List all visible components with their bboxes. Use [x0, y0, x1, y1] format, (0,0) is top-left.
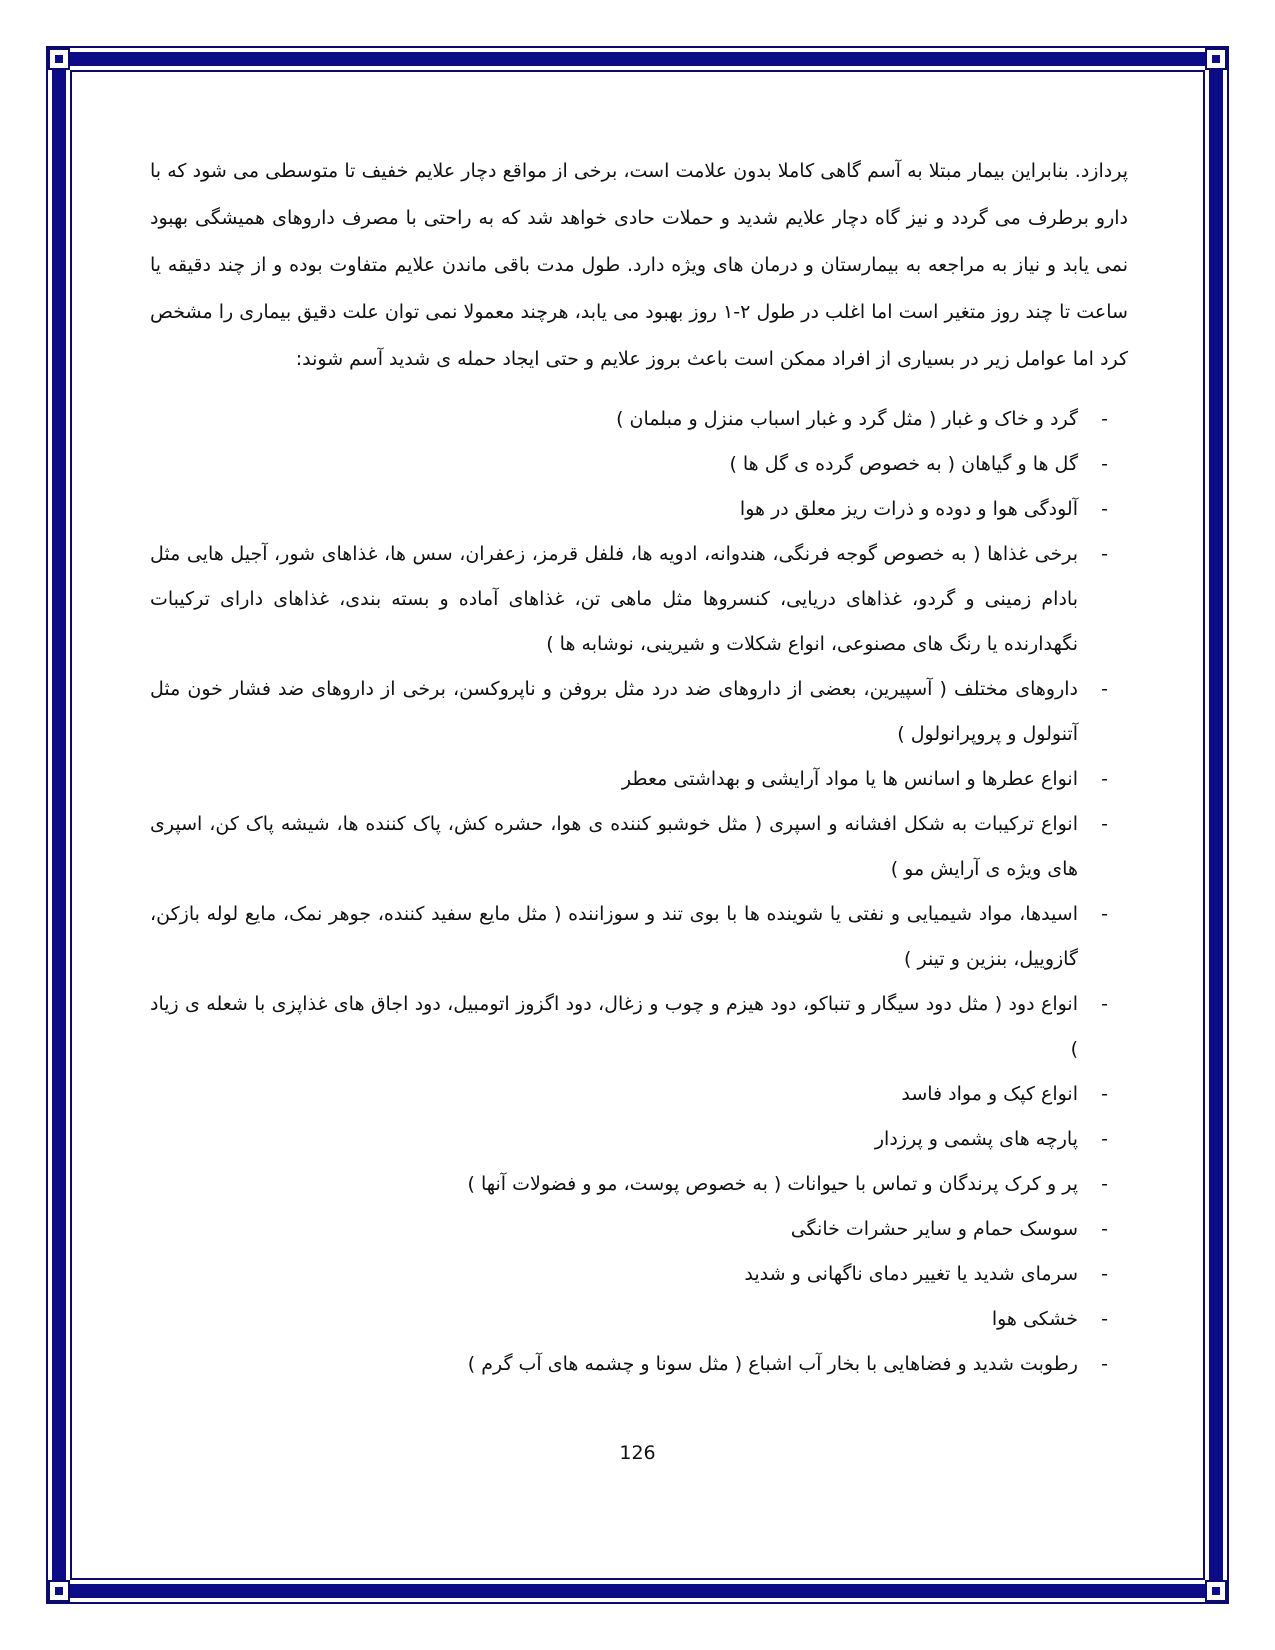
list-item-text: انواع کپک و مواد فاسد: [901, 1083, 1078, 1105]
bullet-dash: -: [1101, 498, 1108, 520]
list-item-text: سوسک حمام و سایر حشرات خانگی: [790, 1218, 1078, 1240]
list-item: [150, 892, 1108, 982]
border-corner-ornament: [48, 48, 70, 70]
list-item: [150, 1072, 1108, 1117]
bullet-dash: -: [1101, 768, 1108, 790]
bullet-dash: -: [1101, 1308, 1108, 1330]
list-item: [150, 1297, 1108, 1342]
list-item-text: رطوبت شدید و فضاهایی با بخار آب اشباع ( مثل سونا و چشمه های آب گرم ): [467, 1353, 1078, 1375]
list-item: [150, 667, 1108, 757]
trigger-list: [150, 397, 1128, 1387]
list-item: [150, 802, 1108, 892]
bullet-dash: -: [1101, 408, 1108, 430]
list-item: [150, 757, 1108, 802]
list-item-text: انواع عطرها و اسانس ها یا مواد آرایشی و بهداشتی معطر: [621, 768, 1078, 790]
bullet-dash: -: [1101, 1083, 1108, 1105]
list-item: [150, 1117, 1108, 1162]
list-item: [150, 1342, 1108, 1387]
bullet-dash: -: [1101, 993, 1108, 1015]
intro-paragraph: پردازد. بنابراین بیمار مبتلا به آسم گاهی کاملا بدون علامت است، برخی از مواقع دچار علایم خفیف تا متوسطی می شود که با دارو برطرف می گردد و نیز گاه دچار علایم شدید و حملات حادی خواهد شد که به راحتی با مصرف داروهای همیشگی بهبود نمی یابد و نیاز به مراجعه به بیمارستان و درمان های ویژه دارد. طول مدت باقی ماندن علایم متفاوت بوده و از چند دقیقه یا ساعت تا چند روز متغیر است اما اغلب در طول ۲-۱ روز بهبود می یابد، هرچند معمولا نمی توان علت دقیق بیماری را مشخص کرد اما عوامل زیر در بسیاری از افراد ممکن است باعث بروز علایم و حتی ایجاد حمله ی شدید آسم شوند:: [150, 160, 1128, 370]
list-item: [150, 442, 1108, 487]
border-corner-ornament: [1205, 1580, 1227, 1602]
list-item-text: پارچه های پشمی و پرزدار: [874, 1128, 1078, 1150]
bullet-dash: -: [1101, 453, 1108, 475]
list-item-text: برخی غذاها ( به خصوص گوجه فرنگی، هندوانه، ادویه ها، فلفل قرمز، زعفران، سس ها، غذاهای شور، آجیل هایی مثل بادام زمینی و گردو، غذاهای دریایی، کنسروها مثل ماهی تن، غذاهای آماده و بسته بندی، غذاهای دارای ترکیبات نگهدارنده یا رنگ های مصنوعی، انواع شکلات و شیرینی، نوشابه ها ): [150, 543, 1078, 655]
list-item: [150, 1252, 1108, 1297]
bullet-dash: -: [1101, 903, 1108, 925]
list-item-text: داروهای مختلف ( آسپیرین، بعضی از داروهای ضد درد مثل بروفن و ناپروکسن، برخی از داروهای ضد فشار خون مثل آتنولول و پروپرانولول ): [150, 678, 1078, 745]
bullet-dash: -: [1101, 1353, 1108, 1375]
bullet-dash: -: [1101, 1173, 1108, 1195]
list-item-text: گرد و خاک و غبار ( مثل گرد و غبار اسباب منزل و مبلمان ): [616, 408, 1078, 430]
list-item: [150, 487, 1108, 532]
list-item-text: سرمای شدید یا تغییر دمای ناگهانی و شدید: [744, 1263, 1078, 1285]
list-item: [150, 982, 1108, 1072]
list-item-text: اسیدها، مواد شیمیایی و نفتی یا شوینده ها با بوی تند و سوزاننده ( مثل مایع سفید کننده، جوهر نمک، مایع لوله بازکن، گازوییل، بنزین و تینر ): [150, 903, 1078, 970]
bullet-dash: -: [1101, 678, 1108, 700]
bullet-dash: -: [1101, 543, 1108, 565]
border-corner-ornament: [48, 1580, 70, 1602]
page-content: [150, 148, 1128, 1387]
bullet-dash: -: [1101, 1128, 1108, 1150]
bullet-dash: -: [1101, 1218, 1108, 1240]
list-item-text: آلودگی هوا و دوده و ذرات ریز معلق در هوا: [739, 498, 1078, 520]
list-item: [150, 1207, 1108, 1252]
list-item-text: انواع دود ( مثل دود سیگار و تنباکو، دود هیزم و چوب و زغال، دود اگزوز اتومبیل، دود اجاق های غذاپزی با شعله ی زیاد ): [150, 993, 1078, 1060]
bullet-dash: -: [1101, 1263, 1108, 1285]
list-item: [150, 397, 1108, 442]
page-number: 126: [619, 1442, 656, 1464]
list-item: [150, 532, 1108, 667]
list-item-text: انواع ترکیبات به شکل افشانه و اسپری ( مثل خوشبو کننده ی هوا، حشره کش، پاک کننده ها، شیشه پاک کن، اسپری های ویژه ی آرایش مو ): [150, 813, 1078, 880]
border-corner-ornament: [1205, 48, 1227, 70]
list-item-text: پر و کرک پرندگان و تماس با حیوانات ( به خصوص پوست، مو و فضولات آنها ): [467, 1173, 1078, 1195]
list-item-text: گل ها و گیاهان ( به خصوص گرده ی گل ها ): [729, 453, 1078, 475]
list-item-text: خشکی هوا: [991, 1308, 1078, 1330]
list-item: [150, 1162, 1108, 1207]
bullet-dash: -: [1101, 813, 1108, 835]
